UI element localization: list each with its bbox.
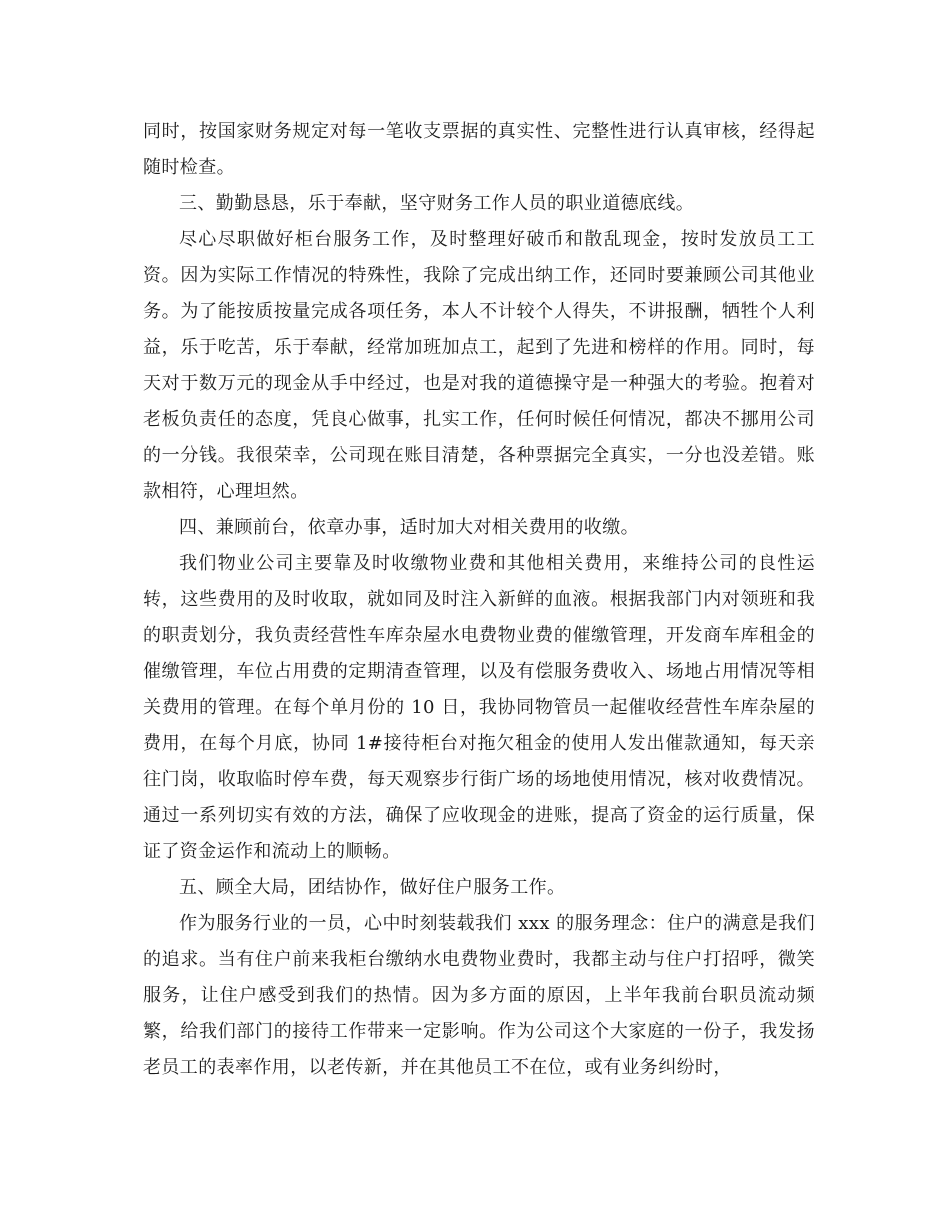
section-heading-four: 四、兼顾前台，依章办事，适时加大对相关费用的收缴。 (179, 517, 639, 538)
section-heading-three: 三、勤勤恳恳，乐于奉献，坚守财务工作人员的职业道德底线。 (179, 193, 695, 214)
paragraph-counter-service: 尽心尽职做好柜台服务工作，及时整理好破币和散乱现金，按时发放员工工资。因为实际工作情况的特殊性，我除了完成出纳工作，还同时要兼顾公司其他业务。为了能按质按量完成各项任务，本人不计较个人得失，不讲报酬，牺牲个人利益，乐于吃苦，乐于奉献，经常加班加点工，起到了先进和榜样的作用。同时，每天对于数万元的现金从手中经过，也是对我的道德操守是一种强大的考验。抱着对老板负责任的态度，凭良心做事，扎实工作，任何时候任何情况，都决不挪用公司的一分钱。我很荣幸，公司现在账目清楚，各种票据完全真实，一分也没差错。账款相符，心理坦然。 (143, 229, 815, 502)
document-body (143, 114, 815, 1086)
paragraph-resident-service: 作为服务行业的一员，心中时刻装载我们 xxx 的服务理念：住户的满意是我们的追求。当有住户前来我柜台缴纳水电费物业费时，我都主动与住户打招呼，微笑服务，让住户感受到我们的热情。因为多方面的原因，上半年我前台职员流动频繁，给我们部门的接待工作带来一定影响。作为公司这个大家庭的一份子，我发扬老员工的表率作用，以老传新，并在其他员工不在位，或有业务纠纷时， (143, 913, 815, 1078)
section-heading-five: 五、顾全大局，团结协作，做好住户服务工作。 (179, 877, 566, 898)
paragraph-fee-collection: 我们物业公司主要靠及时收缴物业费和其他相关费用，来维持公司的良性运转，这些费用的及时收取，就如同及时注入新鲜的血液。根据我部门内对领班和我的职责划分，我负责经营性车库杂屋水电费物业费的催缴管理，开发商车库租金的催缴管理，车位占用费的定期清查管理，以及有偿服务费收入、场地占用情况等相关费用的管理。在每个单月份的 10 日，我协同物管员一起催收经营性车库杂屋的费用，在每个月底，协同 1#接待柜台对拖欠租金的使用人发出催款通知，每天亲往门岗，收取临时停车费，每天观察步行街广场的场地使用情况，核对收费情况。通过一系列切实有效的方法，确保了应收现金的进账，提高了资金的运行质量，保证了资金运作和流动上的顺畅。 (143, 553, 815, 862)
paragraph-continuation: 同时，按国家财务规定对每一笔收支票据的真实性、完整性进行认真审核，经得起随时检查。 (143, 121, 815, 178)
